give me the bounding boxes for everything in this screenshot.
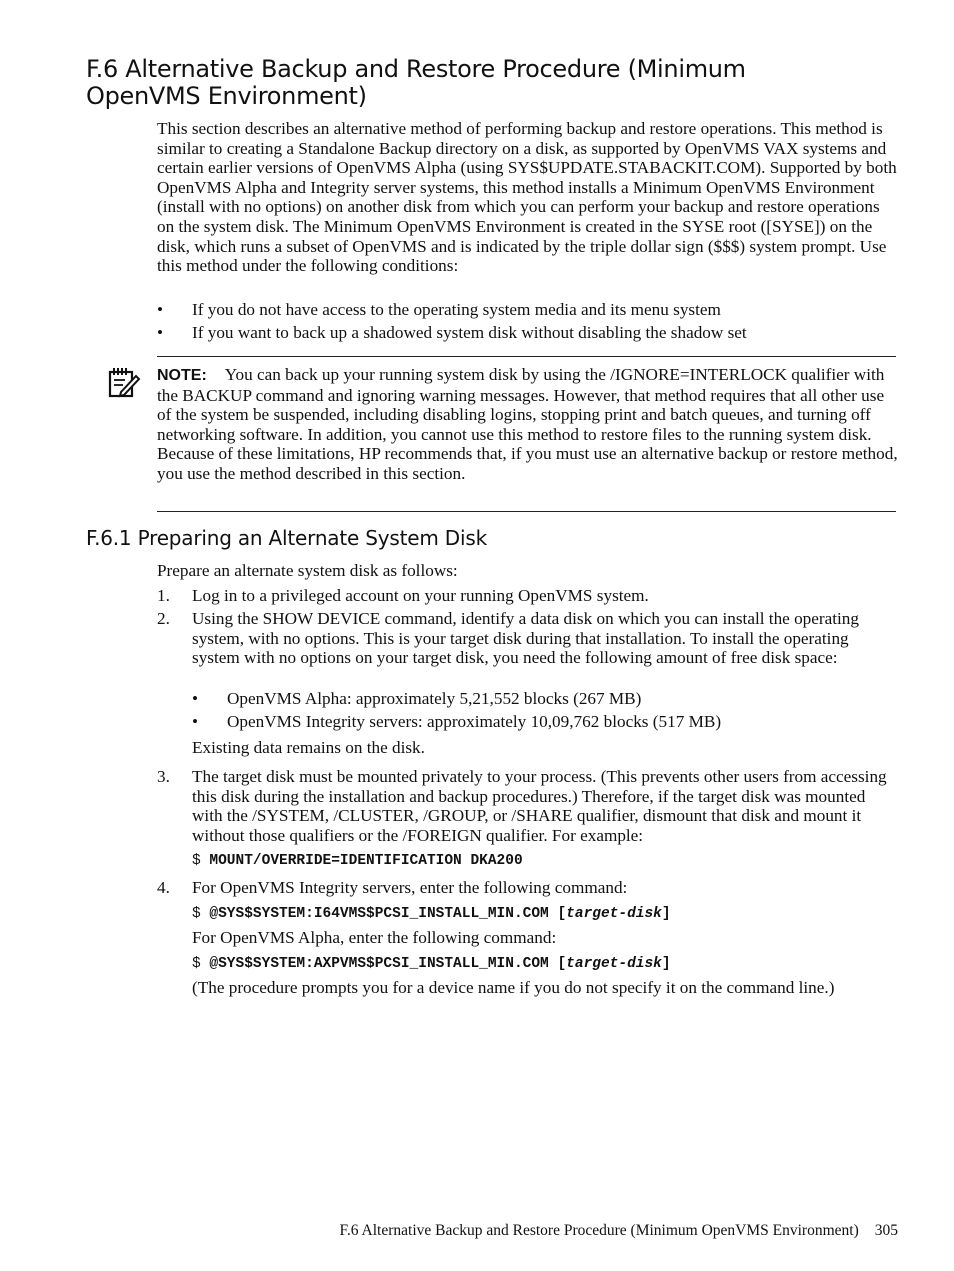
subsection-title: F.6.1 Preparing an Alternate System Disk <box>86 526 487 550</box>
intro-paragraph: This section describes an alternative method of performing backup and restore operations. This method is similar to creating a Standalone Backup directory on a disk, as supported by OpenVMS VAX systems and certain earlier versions of OpenVMS Alpha (using SYS$UPDATE.STABACKIT.COM). Supported by both OpenVMS Alpha and Integrity server systems, this method installs a Minimum OpenVMS Environment (install with no options) on another disk from which you can perform your backup and restore operations on the system disk. The Minimum OpenVMS Environment is created in the SYSE root ([SYSE]) on the disk, which runs a subset of OpenVMS and is indicated by the triple dollar sign ($$$) system prompt. Use this method under the following conditions: <box>157 119 897 276</box>
step-number: 4. <box>157 878 170 897</box>
condition-text: If you do not have access to the operating system media and its menu system <box>192 300 721 319</box>
space-requirement: OpenVMS Alpha: approximately 5,21,552 blocks (267 MB) <box>227 689 642 708</box>
step-number: 3. <box>157 767 170 786</box>
code-example: $ @SYS$SYSTEM:AXPVMS$PCSI_INSTALL_MIN.COM [target-disk] <box>192 956 671 972</box>
note-box <box>157 365 899 484</box>
step-text: The target disk must be mounted privately to your process. (This prevents other users from accessing this disk during the installation and backup procedures.) Therefore, if the target disk was mounted with the /SYSTEM, /CLUSTER, /GROUP, or /SHARE qualifier, dismount that disk and mount it without those qualifiers or the /FOREIGN qualifier. For example: <box>192 767 887 845</box>
note-text: You can back up your running system disk by using the /IGNORE=INTERLOCK qualifier with the BACKUP command and ignoring warning messages. However, that method requires that all other use of the system be suspended, including disabling logins, stopping print and batch queues, and turning off networking software. In addition, you cannot use this method to restore files to the running system disk. Because of these limitations, HP recommends that, if you must use an alternative backup or restore method, you use the method described in this section. <box>157 365 898 483</box>
step-text: Using the SHOW DEVICE command, identify a data disk on which you can install the operating system, with no options. This is your target disk during that installation. To install the operating system with no options on your target disk, you need the following amount of free disk space: <box>192 609 859 668</box>
note-label: NOTE: <box>157 367 207 384</box>
step-note: (The procedure prompts you for a device name if you do not specify it on the command line.) <box>192 978 835 997</box>
step-text: Log in to a privileged account on your running OpenVMS system. <box>192 586 649 605</box>
space-requirement: OpenVMS Integrity servers: approximately 10,09,762 blocks (517 MB) <box>227 712 722 731</box>
page-footer <box>340 1222 898 1240</box>
prepare-intro: Prepare an alternate system disk as follows: <box>157 561 458 580</box>
condition-text: If you want to back up a shadowed system disk without disabling the shadow set <box>192 323 747 342</box>
note-icon <box>107 367 141 404</box>
step-number: 1. <box>157 586 170 605</box>
note-top-divider <box>157 356 896 357</box>
note-bottom-divider <box>157 511 896 512</box>
step-note: Existing data remains on the disk. <box>192 738 425 757</box>
step-text: For OpenVMS Integrity servers, enter the following command: <box>192 878 628 897</box>
footer-title: F.6 Alternative Backup and Restore Procedure (Minimum OpenVMS Environment) <box>339 1222 859 1239</box>
step-text: For OpenVMS Alpha, enter the following command: <box>192 928 557 947</box>
code-example: $ MOUNT/OVERRIDE=IDENTIFICATION DKA200 <box>192 853 523 869</box>
code-example: $ @SYS$SYSTEM:I64VMS$PCSI_INSTALL_MIN.COM [target-disk] <box>192 906 671 922</box>
step-number: 2. <box>157 609 170 628</box>
section-title: F.6 Alternative Backup and Restore Procedure (Minimum OpenVMS Environment) <box>86 55 746 110</box>
page-number: 305 <box>874 1222 898 1239</box>
